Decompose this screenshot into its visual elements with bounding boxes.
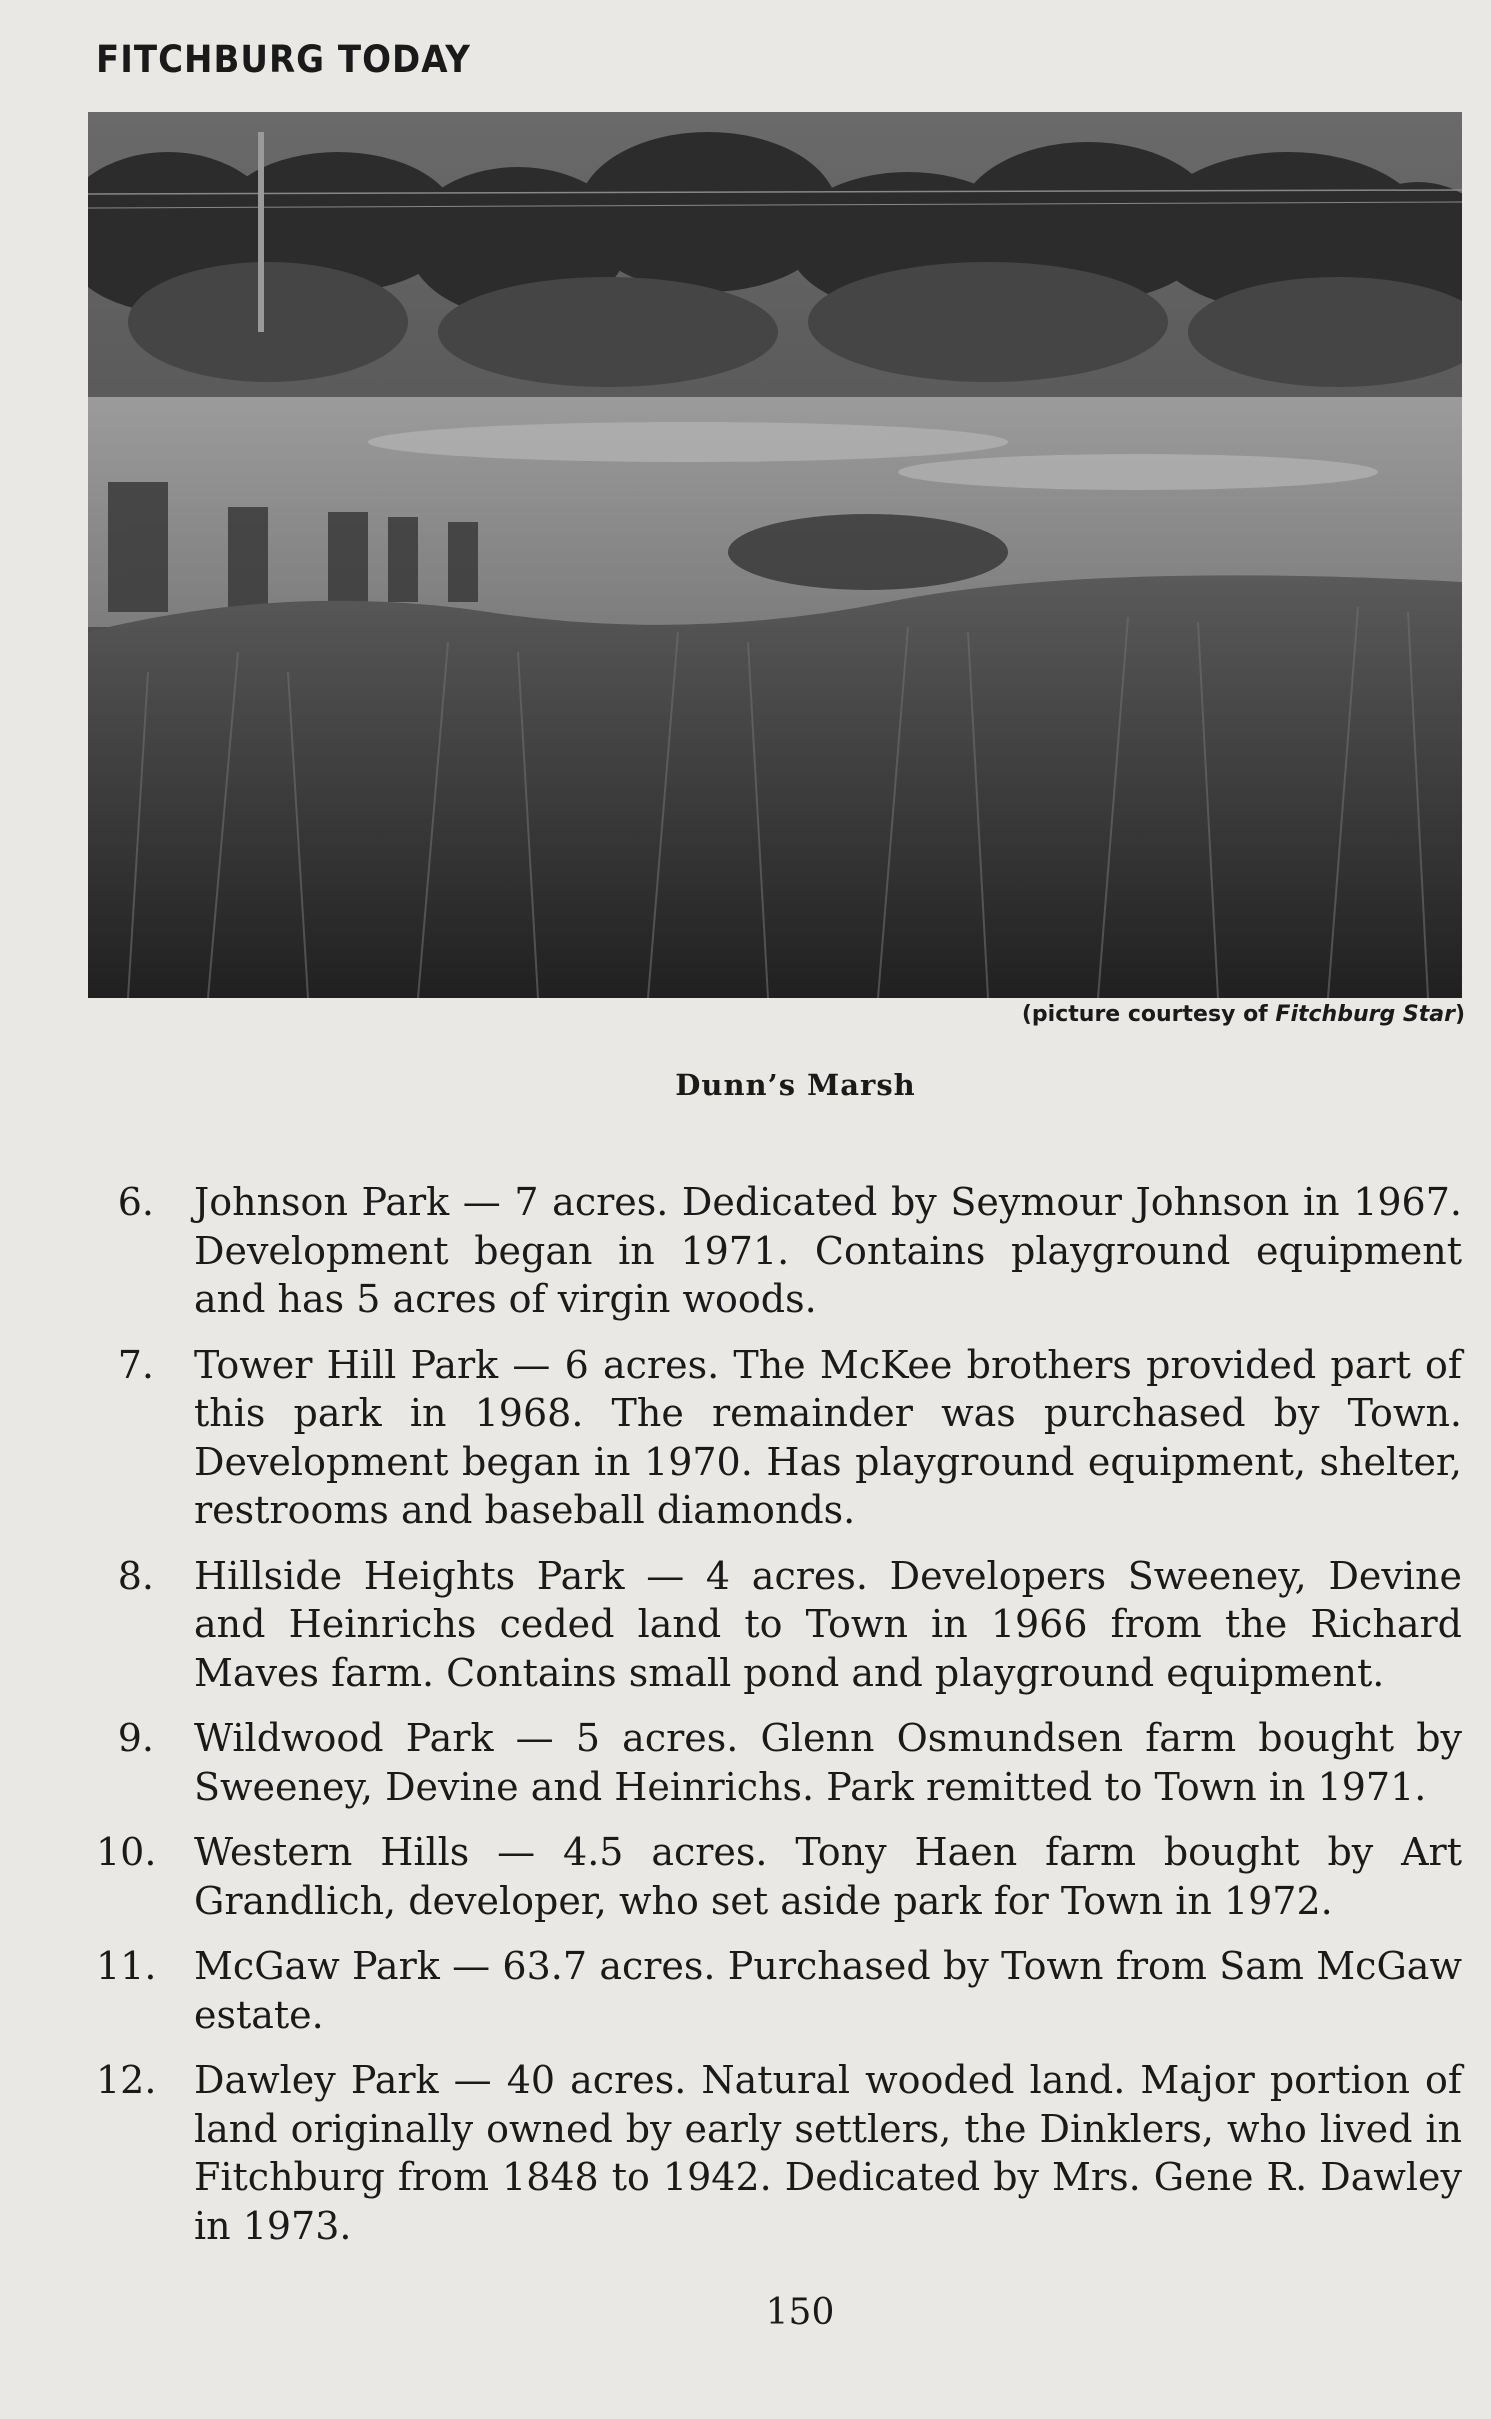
photo-credit-prefix: (picture courtesy of — [1021, 1002, 1276, 1027]
item-text: Tower Hill Park — 6 acres. The McKee brothers provided part of this park in 1968. The remainder was purchased by Town. Development began in 1970. Has playground equipment, shelter, restrooms and baseball diamonds. — [194, 1342, 1462, 1532]
item-number: 12. — [96, 2058, 157, 2102]
item-text: Western Hills — 4.5 acres. Tony Haen farm bought by Art Grandlich, developer, who set aside park for Town in 1972. — [194, 1830, 1462, 1923]
list-item — [96, 1178, 1462, 1324]
item-text: Wildwood Park — 5 acres. Glenn Osmundsen farm bought by Sweeney, Devine and Heinrichs. Park remitted to Town in 1971. — [194, 1716, 1462, 1809]
list-item — [96, 1552, 1462, 1698]
item-text: McGaw Park — 63.7 acres. Purchased by Town from Sam McGaw estate. — [194, 1944, 1462, 2037]
photo-credit — [1022, 1002, 1465, 1027]
item-number: 10. — [96, 1830, 157, 1874]
item-number: 11. — [96, 1944, 157, 1988]
list-item — [96, 1942, 1462, 2039]
item-text: Johnson Park — 7 acres. Dedicated by Seymour Johnson in 1967. Development began in 1971. Contains playground equipment and has 5 acres of virgin woods. — [194, 1180, 1462, 1321]
list-item — [96, 1714, 1462, 1811]
item-text: Hillside Heights Park — 4 acres. Developers Sweeney, Devine and Heinrichs ceded land to Town in 1966 from the Richard Maves farm. Contains small pond and playground equipment. — [194, 1553, 1462, 1695]
item-number: 7. — [117, 1342, 154, 1387]
list-item — [96, 1341, 1462, 1535]
park-list — [96, 1178, 1462, 2267]
running-header: FITCHBURG TODAY — [96, 38, 471, 82]
list-item — [96, 1828, 1462, 1925]
page-number: 150 — [765, 2292, 835, 2333]
item-number: 8. — [117, 1553, 154, 1598]
photo-caption: Dunn’s Marsh — [675, 1068, 916, 1102]
item-number: 9. — [117, 1716, 154, 1760]
item-number: 6. — [117, 1180, 154, 1224]
item-text: Dawley Park — 40 acres. Natural wooded land. Major portion of land originally owned by early settlers, the Dinklers, who lived in Fitchburg from 1848 to 1942. Dedicated by Mrs. Gene R. Dawley in 1973. — [194, 2058, 1462, 2248]
marsh-photo — [88, 112, 1462, 998]
list-item — [96, 2056, 1462, 2250]
photo-credit-source: Fitchburg Star — [1275, 1002, 1455, 1027]
photo-credit-suffix: ) — [1454, 1002, 1465, 1027]
